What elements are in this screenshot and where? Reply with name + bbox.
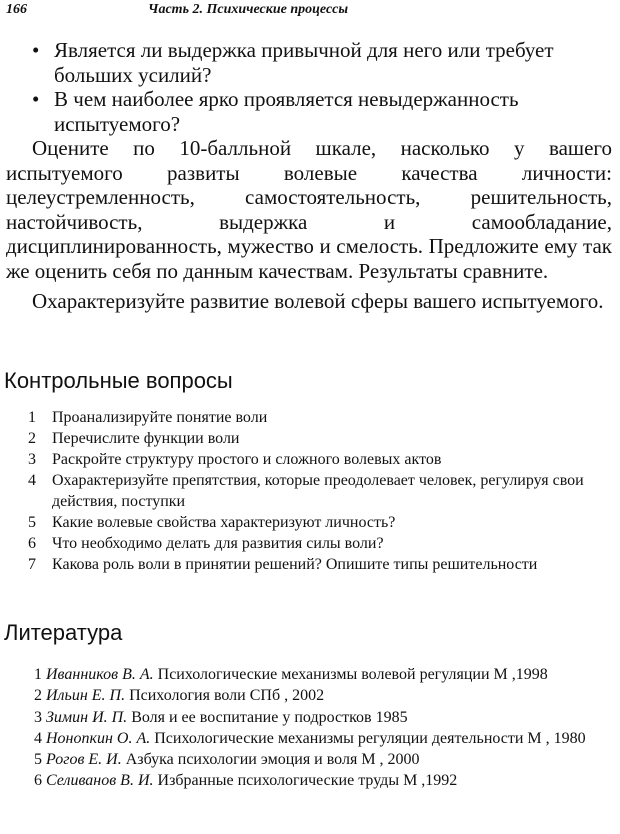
question-number: 6 — [28, 535, 36, 552]
section-heading-literature: Литература — [4, 620, 123, 645]
question-item — [28, 449, 588, 470]
literature-item — [6, 664, 614, 685]
question-text: Охарактеризуйте препятствия, которые преодолевает человек, регулируя свои действия, поступки — [52, 472, 584, 510]
literature-number: 4 — [34, 729, 42, 747]
question-text: Что необходимо делать для развития силы воли? — [52, 535, 384, 552]
literature-author: Ильин Е. П. — [46, 687, 126, 705]
literature-item — [6, 749, 614, 770]
literature-number: 5 — [34, 751, 42, 769]
bullet-marker: • — [32, 87, 40, 111]
bullet-item — [6, 38, 612, 87]
questions-list — [28, 407, 588, 575]
question-text: Какова роль воли в принятии решений? Опишите типы решительности — [52, 556, 538, 573]
question-number: 1 — [28, 409, 36, 426]
question-text: Раскройте структуру простого и сложного волевых актов — [52, 451, 442, 468]
literature-title: Воля и ее воспитание у подростков 1985 — [131, 708, 408, 726]
literature-number: 2 — [34, 687, 42, 705]
literature-item — [6, 685, 614, 706]
literature-author: Зимин И. П. — [46, 708, 128, 726]
literature-title: Психологические механизмы регуляции деятельности М , 1980 — [154, 729, 586, 747]
question-number: 3 — [28, 451, 36, 468]
literature-author: Нонопкин О. А. — [46, 729, 151, 747]
literature-number: 6 — [34, 772, 42, 790]
page-number: 166 — [6, 2, 27, 17]
literature-title: Психологические механизмы волевой регуляции М ,1998 — [157, 666, 548, 683]
question-item — [28, 470, 588, 512]
question-number: 7 — [28, 556, 36, 573]
literature-number: 3 — [34, 708, 42, 726]
question-number: 5 — [28, 514, 36, 531]
main-text — [6, 38, 612, 314]
question-item — [28, 554, 588, 575]
literature-title: Избранные психологические труды М ,1992 — [157, 772, 458, 790]
question-text: Перечислите функции воли — [52, 430, 240, 447]
question-item — [28, 512, 588, 533]
bullet-marker: • — [32, 38, 40, 62]
literature-item — [6, 770, 614, 791]
literature-author: Рогов Е. И. — [46, 751, 122, 769]
chapter-title: Часть 2. Психические процессы — [148, 2, 349, 17]
section-heading-questions: Контрольные вопросы — [4, 368, 233, 393]
question-text: Какие волевые свойства характеризуют личность? — [52, 514, 396, 531]
question-text: Проанализируйте понятие воли — [52, 409, 268, 426]
literature-item — [6, 707, 614, 728]
paragraph: Оцените по 10-балльной шкале, насколько у вашего испытуемого развиты волевые качества личности: целеустремленность, самостоятельность, решительность, настойчивость, выдержка и самообладание, дисциплинированность, мужество и смелость. Предложите ему так же оценить себя по данным качествам. Результаты сравните. — [6, 136, 612, 283]
question-number: 4 — [28, 472, 36, 489]
literature-title: Азбука психологии эмоция и воля М , 2000 — [125, 751, 420, 769]
question-item — [28, 428, 588, 449]
question-item — [28, 533, 588, 554]
literature-title: Психология воли СПб , 2002 — [129, 687, 325, 705]
literature-author: Селиванов В. И. — [46, 772, 154, 790]
literature-item — [6, 728, 614, 749]
literature-author: Иванников В. А. — [46, 666, 154, 683]
running-header — [6, 0, 614, 22]
bullet-text: В чем наиболее ярко проявляется невыдержанность испытуемого? — [54, 87, 519, 136]
question-item — [28, 407, 588, 428]
literature-number: 1 — [34, 666, 42, 683]
bullet-item — [6, 87, 612, 136]
bullet-text: Является ли выдержка привычной для него или требует больших усилий? — [54, 38, 554, 87]
paragraph: Охарактеризуйте развитие волевой сферы вашего испытуемого. — [32, 289, 604, 313]
literature-list — [6, 664, 614, 792]
question-number: 2 — [28, 430, 36, 447]
